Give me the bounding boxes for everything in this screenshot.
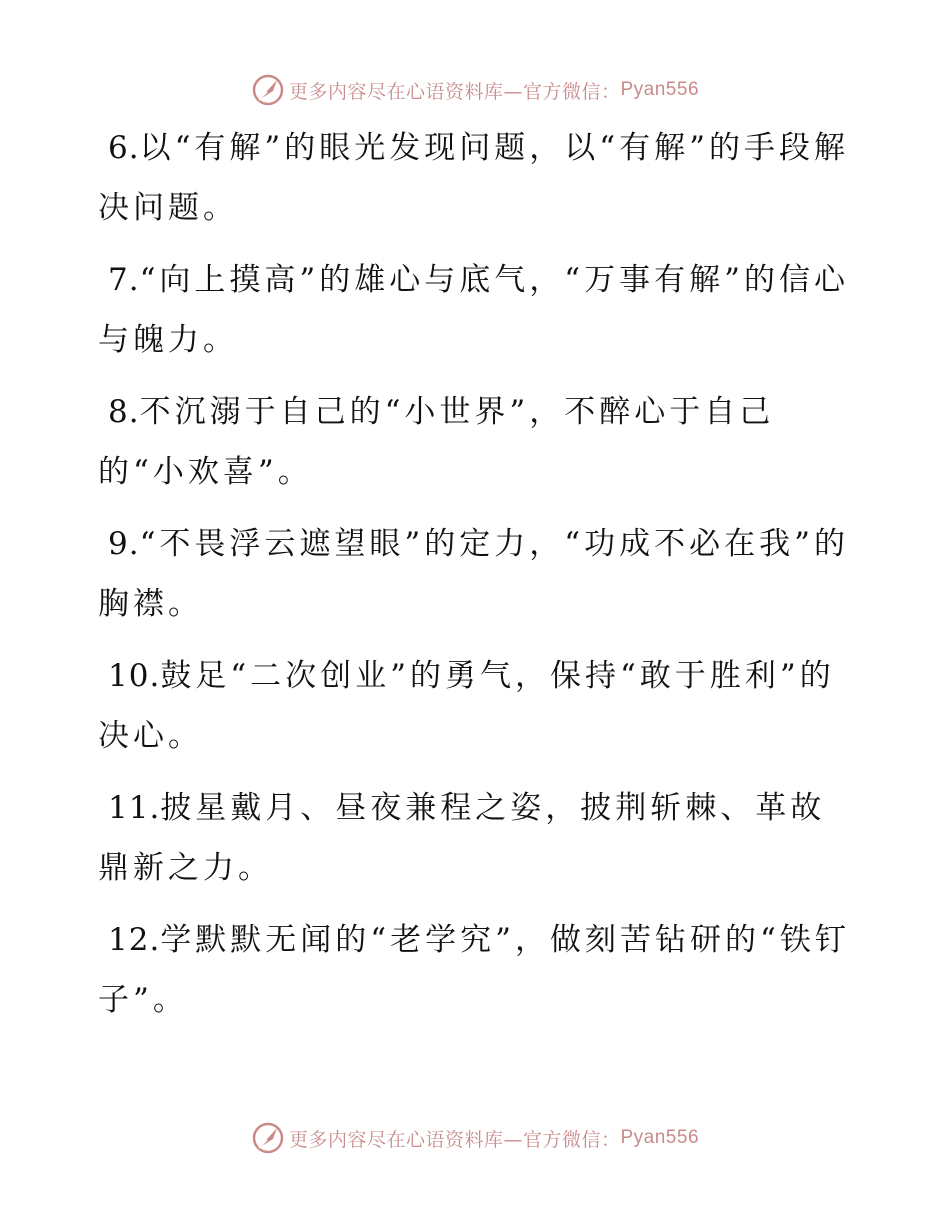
item-number: 8. (108, 394, 140, 430)
item-number: 12. (108, 922, 161, 958)
item-number: 10. (108, 658, 161, 694)
list-item (98, 118, 858, 238)
list-item (98, 250, 858, 370)
item-text: “向上摸高”的雄心与底气，“万事有解”的信心与魄力。 (98, 262, 849, 358)
footer-watermark (0, 1118, 950, 1158)
watermark-id: Pyan556 (620, 1127, 700, 1148)
item-text: 学默默无闻的“老学究”，做刻苦钻研的“铁钉子”。 (98, 922, 850, 1018)
list-item (98, 646, 858, 766)
item-text: 披星戴月、昼夜兼程之姿，披荆斩棘、革故鼎新之力。 (98, 790, 826, 886)
item-number: 11. (108, 790, 161, 826)
watermark-text: 更多内容尽在心语资料库—官方微信： (288, 1128, 621, 1151)
document-body (98, 118, 858, 1042)
item-number: 7. (108, 262, 140, 298)
item-number: 6. (108, 130, 140, 166)
watermark-text: 更多内容尽在心语资料库—官方微信： (288, 80, 621, 103)
header-watermark (0, 70, 950, 110)
list-item (98, 382, 858, 502)
item-text: “不畏浮云遮望眼”的定力，“功成不必在我”的胸襟。 (98, 526, 849, 622)
item-number: 9. (108, 526, 140, 562)
item-text: 不沉溺于自己的“小世界”，不醉心于自己的“小欢喜”。 (98, 394, 775, 490)
watermark-id: Pyan556 (620, 79, 700, 100)
quill-logo-icon (251, 1121, 285, 1155)
list-item (98, 778, 858, 898)
list-item (98, 910, 858, 1030)
quill-logo-icon (251, 73, 285, 107)
item-text: 鼓足“二次创业”的勇气，保持“敢于胜利”的决心。 (98, 658, 835, 754)
item-text: 以“有解”的眼光发现问题，以“有解”的手段解决问题。 (98, 130, 849, 226)
list-item (98, 514, 858, 634)
